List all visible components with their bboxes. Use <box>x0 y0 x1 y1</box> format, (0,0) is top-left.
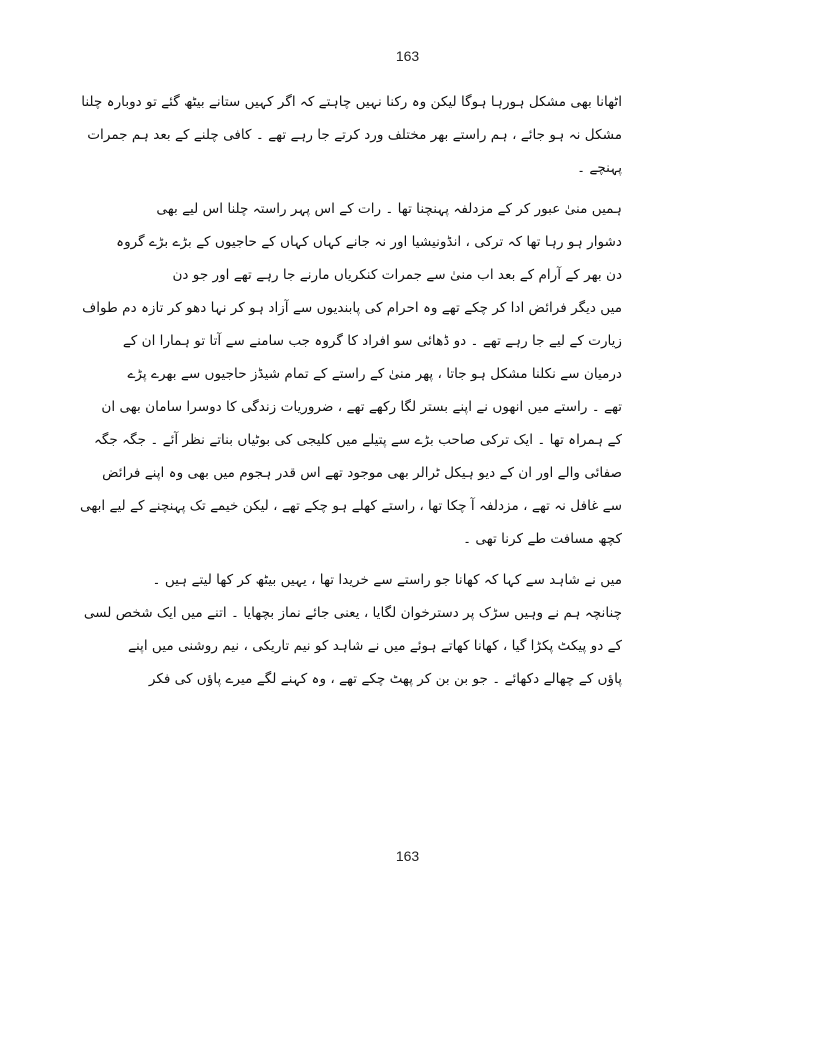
text-line: تھے ۔ راستے میں انھوں نے اپنے بستر لگا رکھے تھے ، ضروریات زندگی کا دوسرا سامان بھی ان <box>101 399 622 415</box>
text-line: زیارت کے لیے جا رہے تھے ۔ دو ڈھائی سو افراد کا گروہ جب سامنے سے آتا تو ہمارا ان کے <box>122 333 622 349</box>
page-number-bottom: 163 <box>395 848 420 864</box>
text-line: دن بھر کے آرام کے بعد اب منیٰ سے جمرات کنکریاں مارنے جا رہے تھے اور جو دن <box>172 267 622 283</box>
text-line: پہنچے ۔ <box>577 160 622 176</box>
text-line: کے ہمراہ تھا ۔ ایک ترکی صاحب بڑے سے پتیلے میں کلیجی کی بوٹیاں بناتے نظر آئے ۔ جگہ جگہ <box>93 432 622 448</box>
text-line: ہمیں منیٰ عبور کر کے مزدلفہ پہنچنا تھا ۔ رات کے اس پہر راستہ چلنا اس لیے بھی <box>156 201 622 217</box>
page-number-top: 163 <box>395 48 420 64</box>
paragraph <box>80 193 622 556</box>
paragraph <box>83 564 622 696</box>
text-line: درمیان سے نکلنا مشکل ہو جاتا ، پھر منیٰ کے راستے کے تمام شیڈز حاجیوں سے بھرے پڑے <box>127 366 622 382</box>
text-line: کے دو پیکٹ پکڑا گیا ، کھانا کھاتے ہوئے میں نے شاہد کو نیم تاریکی ، نیم روشنی میں اپنے <box>127 638 622 654</box>
page-body-text <box>80 86 622 704</box>
paragraph <box>81 86 622 185</box>
text-line: کچھ مسافت طے کرنا تھی ۔ <box>463 531 622 547</box>
text-line: چنانچہ ہم نے وہیں سڑک پر دسترخوان لگایا ، یعنی جائے نماز بچھایا ۔ اتنے میں ایک شخص لسی <box>83 605 622 621</box>
text-line: سے غافل نہ تھے ، مزدلفہ آ چکا تھا ، راستے کھلے ہو چکے تھے ، لیکن خیمے تک پہنچنے کے لیے ابھی <box>80 498 622 514</box>
text-line: میں نے شاہد سے کہا کہ کھانا جو راستے سے خریدا تھا ، یہیں بیٹھ کر کھا لیتے ہیں ۔ <box>152 572 622 588</box>
text-line: میں دیگر فرائض ادا کر چکے تھے وہ احرام کی پابندیوں سے آزاد ہو کر نہا دھو کر تازہ دم طواف <box>82 300 622 316</box>
text-line: صفائی والے اور ان کے دیو ہیکل ٹرالر بھی موجود تھے اس قدر ہجوم میں بھی وہ اپنے فرائض <box>102 465 622 481</box>
text-line: دشوار ہو رہا تھا کہ ترکی ، انڈونیشیا اور نہ جانے کہاں کہاں کے حاجیوں کے بڑے بڑے گروہ <box>116 234 622 250</box>
text-line: مشکل نہ ہو جائے ، ہم راستے بھر مختلف ورد کرتے جا رہے تھے ۔ کافی چلنے کے بعد ہم جمرات <box>87 127 622 143</box>
text-line: اٹھانا بھی مشکل ہورہا ہوگا لیکن وہ رکنا نہیں چاہتے کہ اگر کہیں ستانے بیٹھ گئے تو دوبارہ چلنا <box>81 94 622 110</box>
text-line: پاؤں کے چھالے دکھائے ۔ جو بن بن کر پھٹ چکے تھے ، وہ کہنے لگے میرے پاؤں کی فکر <box>148 671 622 687</box>
